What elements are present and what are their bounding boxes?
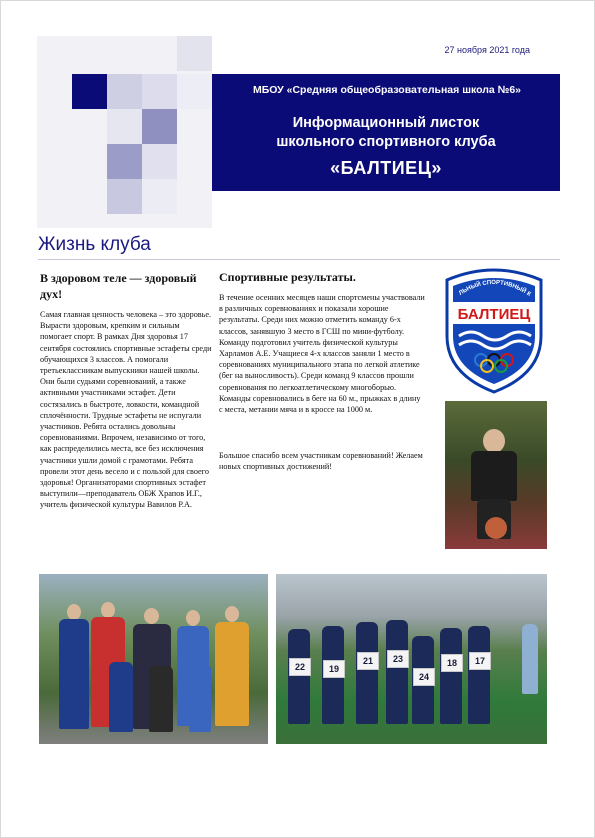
logo-arc-text: ЛЬНЫЙ СПОРТИВНЫЙ К <box>458 279 532 298</box>
bib-number: 23 <box>387 650 409 668</box>
bib-number: 18 <box>441 654 463 672</box>
article2-closing: Большое спасибо всем участникам соревнований! Желаем новых спортивных достижений! <box>219 451 423 472</box>
title-line-1: Информационный листок <box>292 115 480 131</box>
bib-number: 24 <box>413 668 435 686</box>
newsletter-title <box>212 114 560 152</box>
article1-heading: В здоровом теле — здоровый дух! <box>40 271 197 301</box>
bib-number: 19 <box>323 660 345 678</box>
club-name: «БАЛТИЕЦ» <box>330 158 442 178</box>
issue-date: 27 ноября 2021 года <box>444 45 530 55</box>
title-line-2: школьного спортивного клуба <box>276 134 496 150</box>
section-divider <box>38 259 560 260</box>
bib-number: 22 <box>289 658 311 676</box>
school-name: МБОУ «Средняя общеобразовательная школа №6» <box>252 84 522 96</box>
logo-name: БАЛТИЕЦ <box>457 306 531 323</box>
bib-number: 17 <box>469 652 491 670</box>
header-banner <box>212 74 560 191</box>
photo-relay-participants <box>39 574 268 744</box>
article2-body: В течение осенних месяцев наши спортсмены участвовали в различных соревнованиях и показали хорошие результаты. Среди них можно отметить команду 6-х классов, занявшую 3 место в ГСШ по мини-футболу. Команду подготовил учитель физической культуры Харламов А.Е. Учащиеся 4-х классов заняли 1 место в соревнованиях муниципального этапа по легкой атлетике (бег на выносливость). Среди команд 9 классов прошли соревнования по легкоатлетическому многоборью. Команды соревновались в беге на 60 м., прыжках в длину с места, метании мяча и в кроссе на 1000 м. <box>219 293 425 415</box>
club-logo <box>441 266 547 394</box>
photo-athletics-team <box>276 574 547 744</box>
article2-heading: Спортивные результаты. <box>219 270 356 284</box>
article1-body: Самая главная ценность человека – это здоровье. Вырасти здоровым, крепким и сильным помогает спорт. В рамках Дня здоровья 17 сентября состоялись спортивные эстафеты среди обучающихся 3 классов. А помогали третьеклассникам выпускники нашей школы. Они были судьями соревнований, а также активными участниками эстафет. Дети состязались в быстроте, ловкости, командной сплочённости. Трудные эстафеты не испугали участников. Ребята остались довольны соревнованиями. Впрочем, независимо от того, как распределились места, все без исключения участники ушли домой с грамотами. Ребята провели этот день весело и с пользой для своего здоровья! Организаторами спортивных эстафет выступили—преподаватель ОБЖ Храпов И.Г., учитель физической культуры Вавилов Р.А. <box>40 310 212 510</box>
section-title: Жизнь клуба <box>38 234 151 255</box>
bib-number: 21 <box>357 652 379 670</box>
photo-boy-with-ball <box>445 401 547 549</box>
header-mosaic <box>37 36 212 228</box>
